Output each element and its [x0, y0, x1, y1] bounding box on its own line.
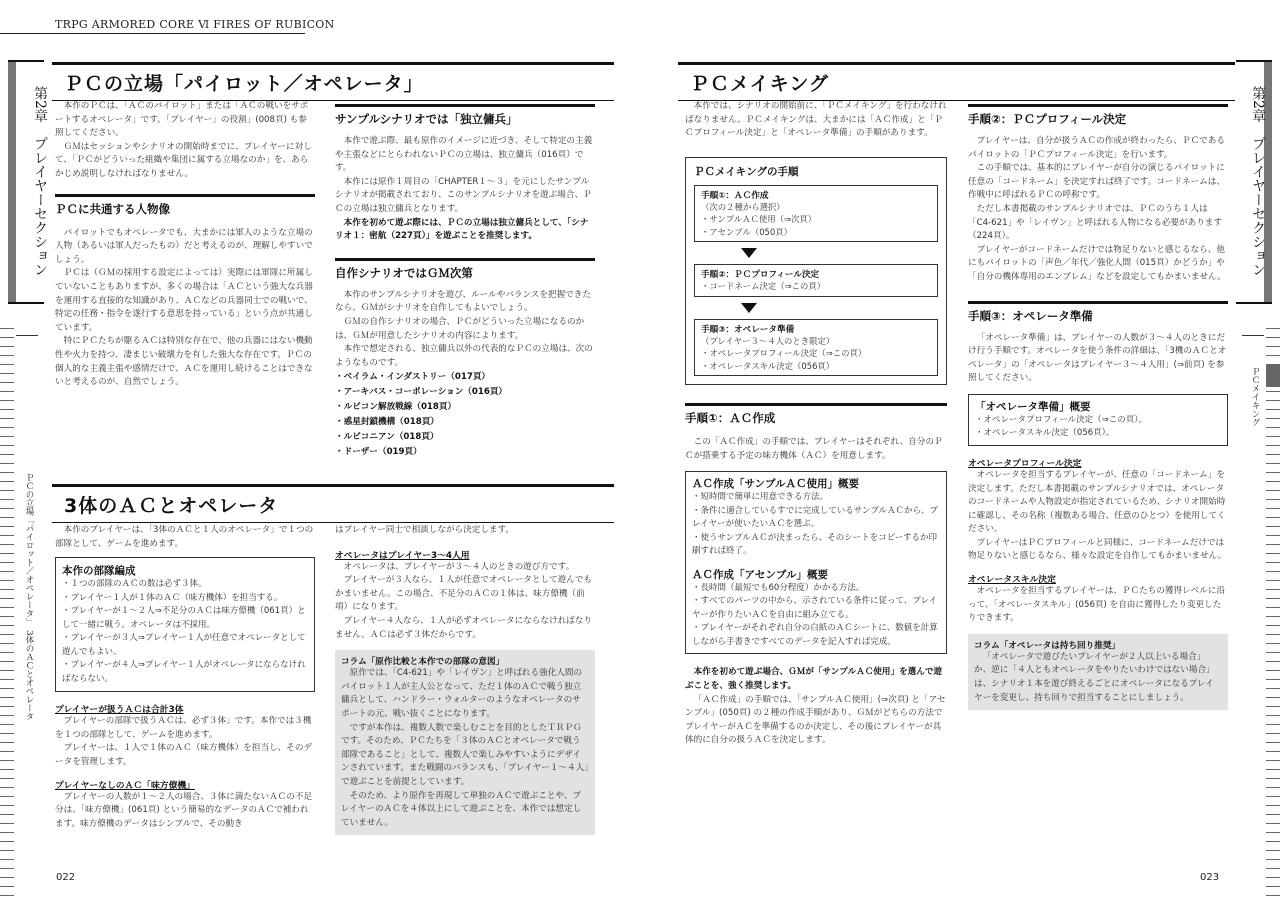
unit-composition-item: ・プレイヤーが１～２人⇒不足分のＡＣは味方僚機（061頁）として一緒に戦う。オペレータは不採用。	[62, 606, 306, 630]
sample-ac-item: ・条件に適合しているすでに完成しているサンプルＡＣから、プレイヤーが使いたいＡＣを選ぶ。	[692, 505, 938, 530]
operator-prep-item: ・オペレータスキル決定（056頁）。	[975, 428, 1115, 439]
operator-skill-title: オペレータスキル決定	[968, 575, 1056, 586]
operator-profile-para-1: オペレータを担当するプレイヤーが、任意の「コードネーム」を決定します。ただし本書掲載のサンプルシナリオでは、オペレータのコードネームや人物設定が指定されているため、シナリオ開始時に確認し、その名称（複数ある場合、任意のひとつ）を使用してください。	[968, 469, 1226, 535]
operator-players-title: オペレータはプレイヤー3～4人用	[335, 550, 470, 561]
common-people-para-1: パイロットでもオペレータでも、大まかには軍人のような立場の人物（あるいは軍人だったもの）だと考えるのが、理解しやすいでしょう。	[55, 227, 313, 265]
step2-title: 手順②：ＰＣプロフィール決定	[968, 104, 1228, 127]
left-side-index-text: ＰＣの立場「パイロット／オペレータ」 3体のＡＣとオペレータ	[24, 473, 34, 721]
left-lower-column-1	[55, 524, 315, 831]
operator-players-para-3: プレイヤー４人なら、１人が必ずオペレータにならなければなりません。ＡＣは必ず３体だからです。	[335, 615, 592, 640]
step-2-box	[694, 264, 938, 297]
unit-composition-item: ・プレイヤーが４人⇒プレイヤー１人がオペレータにならなければならない。	[62, 660, 306, 684]
unit-composition-title: 本作の部隊編成	[62, 565, 136, 578]
step-3-title: 手順③：オペレータ準備	[701, 324, 795, 335]
pc-making-heading-box	[678, 62, 1235, 101]
no-player-ac-title: プレイヤーなしのＡＣ「味方僚機」	[55, 780, 195, 791]
assemble-item: ・長時間（最短でも60分程度）かかる方法。	[692, 582, 865, 593]
col2-continuation: はプレイヤー同士で相談しながら決定します。	[335, 525, 515, 535]
left-page-number: 022	[56, 872, 76, 883]
step-1-line: ・サンプルＡＣ使用（⇒次頁）	[701, 214, 817, 225]
faction-list-item: ・ドーザー（019頁）	[335, 447, 422, 458]
step-arrow-down-icon	[741, 303, 757, 313]
faction-list-item: ・ルビコン解放戦線（018頁）	[335, 402, 457, 413]
three-ac-title: 3体のＡＣとオペレータ	[64, 495, 279, 517]
pc-role-title: ＰＣの立場「パイロット／オペレータ」	[64, 73, 424, 95]
operator-prep-box-title: 「オペレータ準備」概要	[975, 400, 1091, 413]
no-player-ac-para-1: プレイヤーの人数が１～２人の場合、３体に満たないＡＣの不足分は、「味方僚機」(061頁) という簡易的なデータのＡＣで補われます。味方僚機のデータはシンプルで、その動き	[55, 791, 313, 829]
step-1-line: （次の２種から選択）	[701, 201, 785, 212]
column-original-para-2: ですが本作は、複数人数で楽しむことを目的としたＴＲＰＧです。そのため、ＰＣたちを「３体のＡＣとオペレータで戦う部隊であること」として、複数人で楽しみやすいようにデザインされています。また戦闘のバランスも、「プレイヤー１～４人」で遊ぶことを前提としています。	[341, 722, 589, 787]
left-lower-column-2	[335, 524, 595, 835]
faction-list-item: ・ルビコニアン（018頁）	[335, 432, 439, 443]
step-1-box	[694, 185, 938, 243]
left-tick-marks	[0, 320, 14, 896]
step-1-line: ・アセンブル（050頁）	[701, 226, 792, 237]
step3-para-1: 「オペレータ準備」は、プレイヤーの人数が３～４人のときにだけ行う手順です。オペレータを使う条件の詳細は、「3機のＡＣとオペレータ」の「オペレータはプレイヤー３～４人用」(⇒前頁) を参照してください。	[968, 332, 1227, 384]
assemble-item: ・プレイヤーがそれぞれ自分の白紙のＡＣシートに、数値を計算しながら手書きですべてのデータを記入すれば完成。	[692, 623, 938, 647]
pc-making-intro: 本作では、シナリオの開始前に、「ＰＣメイキング」を行わなければなりません。ＰＣメイキングは、大まかには「ＡＣ作成」と「ＰＣプロフィール決定」と「オペレータ準備」の手順があります。	[685, 101, 947, 139]
making-steps-title: ＰＣメイキングの手順	[694, 165, 799, 178]
step-2-line: ・コードネーム決定（⇒この頁）	[701, 281, 826, 292]
right-tick-marks	[1266, 320, 1280, 896]
running-head-text: TRPG ARMORED CORE Ⅵ FIRES OF RUBICON	[55, 18, 335, 31]
sample-ac-box-title: ＡＣ作成「サンプルＡＣ使用」概要	[692, 478, 860, 491]
column-operator-rotation-para: 「オペレータで遊びたいプレイヤーが２人以上いる場合」か、逆に「４人ともオペレータをやりたいわけではない場合」は、シナリオ１本を遊び終えるごとにオペレータになるプレイヤーを変更し、持ち回りで担当することにしましょう。	[974, 651, 1215, 703]
faction-list-item: ・ベイラム・インダストリー（017頁）	[335, 372, 491, 383]
step-3-line: ・オペレータプロフィール決定（⇒この頁）	[701, 348, 867, 359]
left-side-index	[16, 335, 38, 856]
step2-para-1: プレイヤーは、自分が扱うＡＣの作成が終わったら、ＰＣであるパイロットの「ＰＣプロフィール決定」を行います。	[968, 136, 1225, 160]
unit-composition-item: ・１つの部隊のＡＣの数は必ず３体。	[62, 579, 207, 590]
column-original-comparison	[335, 650, 595, 835]
step-3-line: （プレイヤー３～４人のとき限定）	[701, 335, 835, 346]
left-chapter-strip	[8, 60, 48, 304]
three-ac-intro: 本作のプレイヤーは、「3体のＡＣと１人のオペレータ」で１つの部隊として、ゲームを進めます。	[55, 525, 314, 549]
making-steps-box	[685, 157, 947, 386]
left-section-tab: プレイヤーセクション	[32, 136, 48, 277]
running-head-rule	[0, 33, 305, 34]
own-scenario-para-1: 本作のサンプルシナリオを遊び、ルールやバランスを把握できたなら、ＧＭがシナリオを自作してもよいでしょう。	[335, 289, 591, 314]
left-column-2	[335, 104, 595, 460]
sample-scenario-para-2: 本作には原作１周目の「CHAPTER１～３」を元にしたサンプルシナリオが掲載されており、このサンプルシナリオを遊ぶ場合、ＰＣの立場は独立傭兵となります。	[335, 176, 592, 214]
assemble-item: ・すべてのパーツの中から、示されている条件に従って、プレイヤーが作りたいＡＣを自由に組み立てる。	[692, 596, 938, 620]
pc-making-title: ＰＣメイキング	[690, 73, 830, 95]
left-chapter-bar	[8, 62, 16, 302]
step1-title: 手順①：ＡＣ作成	[685, 403, 947, 426]
step-2-title: 手順②：ＰＣプロフィール決定	[701, 270, 820, 281]
left-column-1	[55, 100, 315, 390]
right-chapter-number: 第2章	[1250, 85, 1266, 123]
common-people-para-2: ＰＣは（ＧＭの採用する設定によっては）実際には軍隊に所属していないこともありますが、多くの場合は「ＡＣという強大な兵器を運用する直接的な知識があり、ＡＣなどの兵器同士での戦いで、特定の任務・指令を遂行する意思を持っている」という点が共通しています。	[55, 268, 313, 333]
right-column-1	[685, 100, 947, 748]
right-column-2	[968, 104, 1228, 710]
operator-players-para-1: オペレータは、プレイヤーが３～４人のときの遊び方です。	[343, 561, 575, 572]
step2-para-2: この手順では、基本的にプレイヤーが自分の演じるパイロットに任意の「コードネーム」を決定すれば終了です。コードネームは、作戦中に呼ばれるＰＣの呼称です。	[968, 163, 1225, 201]
step1-intro: この「ＡＣ作成」の手順では、プレイヤーはそれぞれ、自分のＰＣが搭乗する予定の味方機体（ＡＣ）を用意します。	[685, 437, 943, 461]
step-3-line: ・オペレータスキル決定（056頁）	[701, 360, 835, 371]
own-scenario-para-3: 本作で想定される、独立傭兵以外の代表的なＰＣの立場は、次のようなものです。	[335, 344, 593, 368]
column-operator-rotation	[968, 634, 1228, 710]
pc-role-para-1: 本作のＰＣは、「ＡＣのパイロット」または「ＡＣの戦いをサポートするオペレータ」です。「プレイヤー」の役割」(008頁) も参照してください。	[55, 101, 309, 139]
sample-ac-item: ・短時間で簡単に用意できる方法。	[692, 492, 829, 503]
right-side-index-text: ＰＣメイキング	[1250, 367, 1260, 427]
sample-scenario-bold: 本作を初めて遊ぶ際には、ＰＣの立場は独立傭兵として、「シナリオ１：密航（227頁）」を遊ぶことを推奨します。	[335, 217, 589, 242]
own-scenario-para-2: ＧＭの自作シナリオの場合、ＰＣがどういった立場になるのかは、ＧＭが用意したシナリオの内容によります。	[335, 316, 585, 341]
unit-composition-item: ・プレイヤーが３人⇒プレイヤー１人が任意でオペレータとして遊んでもよい。	[62, 633, 306, 657]
own-scenario-title: 自作シナリオではＧＭ次第	[335, 258, 595, 281]
step-arrow-down-icon	[741, 248, 757, 258]
operator-prep-box	[968, 394, 1228, 446]
column-operator-rotation-title: コラム「オペレータは持ち回り推奨」	[974, 640, 1121, 651]
operator-skill-para-1: オペレータを担当するプレイヤーは、ＰＣたちの獲得レベルに沿って、「オペレータスキル」(056頁) を自由に獲得したり変更したりできます。	[968, 586, 1226, 624]
step1-bold: 本作を初めて遊ぶ場合、ＧＭが「サンプルＡＣ使用」を選んで遊ぶことを、強く推奨します。	[685, 667, 943, 692]
operator-profile-para-2: プレイヤーはＰＣプロフィールと同様に、コードネームだけでは物足りないと感じるなら、様々な設定を自作してもかまいません。	[968, 537, 1227, 562]
sample-scenario-para-1: 本作で遊ぶ際、最も原作のイメージに近づき、そして特定の主義や主張などにとらわれないＰＣの立場は、独立傭兵（016頁）です。	[335, 136, 593, 174]
player-ac-title: プレイヤーが扱うＡＣは合計3体	[55, 705, 184, 716]
sample-scenario-title: サンプルシナリオでは「独立傭兵」	[335, 104, 595, 127]
sample-ac-item: ・使うサンプルＡＣが決まったら、そのシートをコピーするか印刷すれば終了。	[692, 532, 937, 557]
pc-role-heading-box	[52, 62, 614, 101]
left-chapter-number: 第2章	[32, 85, 48, 123]
faction-list-item: ・惑星封鎖機構（018頁）	[335, 417, 439, 428]
common-people-title: ＰＣに共通する人物像	[55, 194, 315, 217]
player-ac-para-1: プレイヤーの部隊で扱うＡＣは、必ず３体」です。本作では３機を１つの部隊として、ゲームを進めます。	[55, 716, 312, 740]
three-ac-heading-box	[52, 484, 614, 523]
left-chapter-label	[18, 66, 48, 296]
column-original-para-1: 原作では、「C4-621」や「レイヴン」と呼ばれる強化人間のパイロット１人が主人公となって、ただ１体のＡＣで戦う独立傭兵として、ハンドラー・ウォルターのようなオペレータのサポートの元、戦い抜くことになります。	[341, 668, 583, 719]
right-section-tab: プレイヤーセクション	[1250, 136, 1266, 277]
operator-players-para-2: プレイヤーが３人なら、１人が任意でオペレータとして遊んでもかまいません。この場合、不足分のＡＣの１体は、味方僚機（前項）になります。	[335, 575, 593, 613]
step-1-title: 手順①：ＡＣ作成	[701, 190, 769, 201]
column-original-para-3: そのため、より原作を再現して単独のＡＣで遊ぶことや、プレイヤーのＡＣを４体以上にして遊ぶことを、本作では想定していません。	[341, 790, 582, 828]
right-page-number: 023	[1200, 872, 1220, 883]
pc-role-para-2: ＧＭはセッションやシナリオの開始時までに、プレイヤーに対して、「ＰＣがどういった組織や集団に属する立場なのか」を、あらかじめ説明しなければなりません。	[55, 141, 312, 179]
unit-composition-box	[55, 557, 315, 692]
step1-tail: 「ＡＣ作成」の手順では、「サンプルＡＣ使用」(⇒次頁) と「アセンブル」(050頁) の２種の作成手順があり、ＧＭがどちらの方法でプレイヤーがＡＣを準備するのか決定し、その後にプレイヤーが具体的に自分の扱うＡＣを決定します。	[685, 694, 946, 746]
step3-title: 手順③：オペレータ準備	[968, 301, 1228, 324]
assemble-box-title: ＡＣ作成「アセンブル」概要	[692, 568, 828, 581]
operator-profile-title: オペレータプロフィール決定	[968, 458, 1082, 469]
running-head	[0, 0, 640, 34]
common-people-para-3: 特にＰＣたちが駆るＡＣは特別な存在で、他の兵器にはない機動性や火力を持つ、凄まじい破壊力を有した強大な存在です。ＰＣの個人的な主義主張や感情だけで、ＡＣを運用し続けることはできないと考えるのが、自然でしょう。	[55, 336, 313, 388]
sample-ac-box	[685, 471, 947, 654]
faction-list-item: ・アーキバス・コーポレーション（016頁）	[335, 387, 508, 398]
step-3-box	[694, 319, 938, 377]
right-chapter-label	[1236, 66, 1266, 296]
column-original-comparison-title: コラム「原作比較と本作での部隊の意図」	[341, 657, 505, 668]
step2-para-3: ただし本書掲載のサンプルシナリオでは、ＰＣのうち１人は「C4-621」や「レイヴン」と呼ばれる人物になる必要があります（224頁）。	[968, 203, 1222, 242]
player-ac-para-2: プレイヤーは、１人で１体のＡＣ（味方機体）を担当し、そのデータを管理します。	[55, 743, 313, 767]
unit-composition-item: ・プレイヤー１人が１体のＡＣ（味方機体）を担当する。	[62, 592, 283, 603]
right-side-index	[1242, 335, 1264, 456]
right-chapter-strip	[1236, 60, 1272, 304]
step2-para-4: プレイヤーがコードネームだけでは物足りないと感じるなら、他にもパイロットの「声色／年代／強化人間（015頁）かどうか」や「自分の機体専用のエンブレム」などを設定してもかまいません。	[968, 244, 1226, 282]
operator-prep-item: ・オペレータプロフィール決定（⇒この頁）。	[975, 414, 1148, 425]
